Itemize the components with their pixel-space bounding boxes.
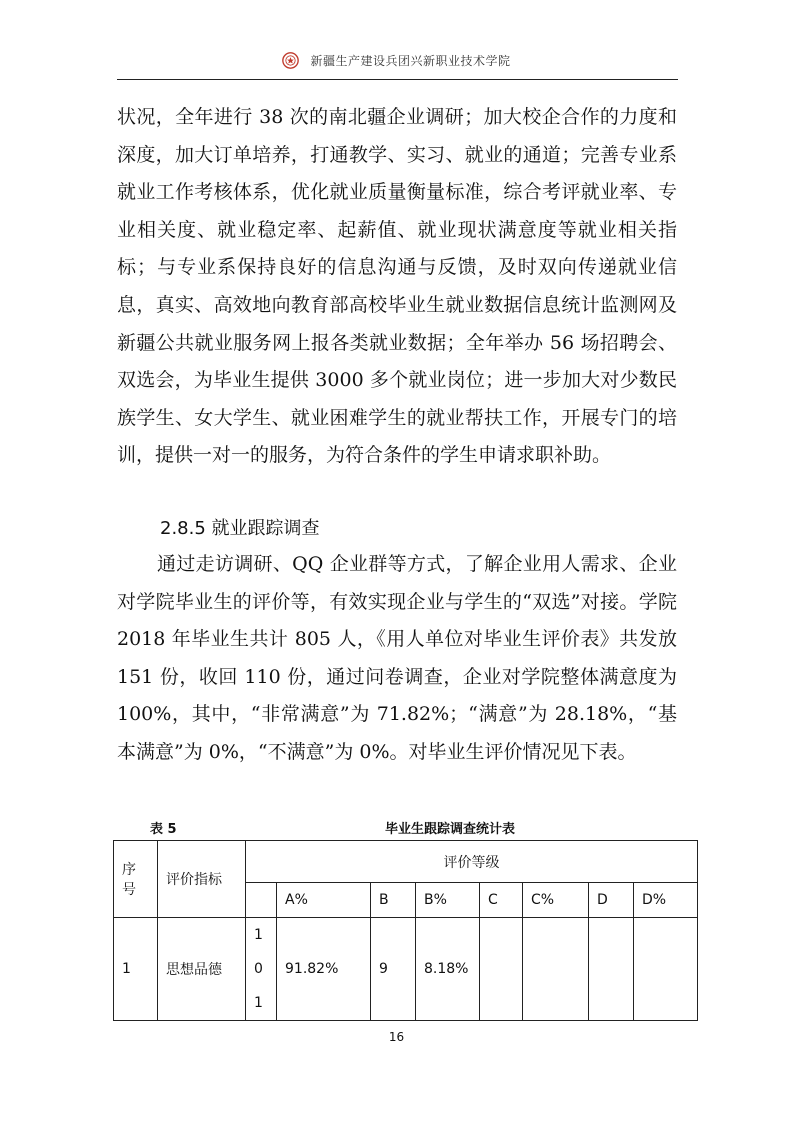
- row-cell-d-pct: [634, 918, 698, 1021]
- grade-header-a: [246, 883, 277, 918]
- section-heading: 2.8.5 就业跟踪调查: [160, 518, 320, 539]
- page-header: [0, 50, 793, 76]
- row-cell-c: [480, 918, 523, 1021]
- graduate-tracking-table: [113, 840, 698, 1021]
- table-row: [114, 918, 698, 1021]
- grade-header-c: C: [480, 883, 523, 918]
- grade-header-b-pct: B%: [416, 883, 480, 918]
- header-cell-indicator: 评价指标: [158, 841, 246, 918]
- table-caption-number: 表 5: [150, 822, 177, 837]
- row-cell-c-pct: [523, 918, 589, 1021]
- row-cell-b-pct: 8.18%: [416, 918, 480, 1021]
- grade-header-a-pct: A%: [277, 883, 371, 918]
- row-cell-a: 101: [246, 918, 277, 1021]
- body-paragraph-2: 通过走访调研、QQ 企业群等方式，了解企业用人需求、企业对学院毕业生的评价等，有效实现企业与学生的“双选”对接。学院 2018 年毕业生共计 805 人，《用人单位对毕业生评价表》共发放 151 份，收回 110 份，通过问卷调查，企业对学院整体满意度为 100%，其中，“非常满意”为 71.82%；“满意”为 28.18%，“基本满意”为 0%，“不满意”为 0%。对毕业生评价情况见下表。: [117, 553, 677, 763]
- row-cell-b: 9: [371, 918, 416, 1021]
- table-caption-title: 毕业生跟踪调查统计表: [384, 822, 515, 837]
- body-paragraph-1: 状况，全年进行 38 次的南北疆企业调研；加大校企合作的力度和深度，加大订单培养，打通教学、实习、就业的通道；完善专业系就业工作考核体系，优化就业质量衡量标准，综合考评就业率、专业相关度、就业稳定率、起薪值、就业现状满意度等就业相关指标；与专业系保持良好的信息沟通与反馈，及时双向传递就业信息，真实、高效地向教育部高校毕业生就业数据信息统计监测网及新疆公共就业服务网上报各类就业数据；全年举办 56 场招聘会、双选会，为毕业生提供 3000 多个就业岗位；进一步加大对少数民族学生、女大学生、就业困难学生的就业帮扶工作，开展专门的培训，提供一对一的服务，为符合条件的学生申请求职补助。: [117, 106, 677, 467]
- grade-header-d-pct: D%: [634, 883, 698, 918]
- row-no: 1: [114, 918, 158, 1021]
- row-cell-a-pct: 91.82%: [277, 918, 371, 1021]
- grade-header-c-pct: C%: [523, 883, 589, 918]
- page-number: 16: [388, 1030, 405, 1044]
- grade-header-d: D: [589, 883, 634, 918]
- row-indicator: 思想品德: [158, 918, 246, 1021]
- row-cell-d: [589, 918, 634, 1021]
- header-cell-no: 序号: [114, 841, 158, 918]
- header-cell-grade-group: 评价等级: [246, 841, 698, 883]
- header-institution-name: 新疆生产建设兵团兴新职业技术学院: [310, 54, 511, 68]
- college-emblem-icon: [282, 52, 299, 69]
- header-divider: [117, 79, 678, 80]
- grade-header-b: B: [371, 883, 416, 918]
